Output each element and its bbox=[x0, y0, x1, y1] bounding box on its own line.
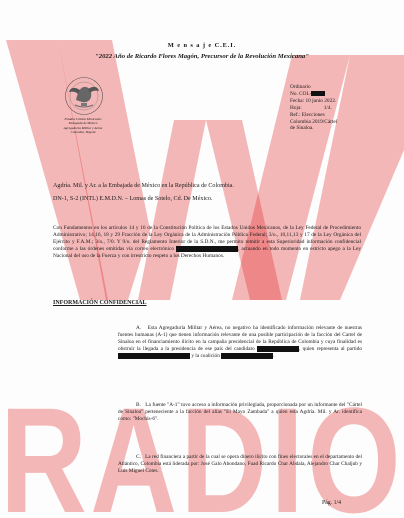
document-metadata bbox=[290, 84, 386, 132]
redaction-bar bbox=[311, 91, 325, 96]
legal-basis-paragraph: Con Fundamentos en los artículos 14 y 16 de la Constitución Política de los Estados Unidos Mexicanos, de la Ley Federal de Procedimiento Administrativo; 14,16, 18 y 29 Fracción de la Ley Orgánica de la Administración Pública Federal; 3/o., 10,11,13 y 17 de la Ley Orgánica del Ejército y F.A.M.; 3/o., 7/0. Y 9/o. del Reglamento Interior de la S.D.N., me permito remitir a esta Superioridad información confidencial conforme a las órdenes emitidas vía correo electrónico , actuando en todo momento en estricto apego a la Ley Nacional del uso de la Fuerza y con irrestricto respeto a los Derechos Humanos. bbox=[53, 225, 361, 260]
redaction-bar bbox=[176, 246, 238, 251]
year-motto: "2022 Año de Ricardo Flores Magón, Precursor de la Revolución Mexicana" bbox=[95, 53, 309, 60]
page-number: Pág. 1/4 bbox=[322, 500, 342, 506]
recipient-line: DN-1, S-2 (INTL) E.M.D.N. – Lomas de Sotelo, Cd. De México. bbox=[53, 196, 213, 202]
redaction-bar bbox=[118, 353, 190, 358]
coat-of-arms-icon bbox=[58, 76, 110, 116]
item-a: A. Esta Agregaduría Militar y Aérea, no negativo ha identificado información relevante de nuestras fuentes humanas (A-1) que tienen información relevante de una posible participación de la facción del Cartel de Sinaloa en el financiamiento ilícito en la campaña presidencial de la República de Colombia y cuya finalidad es obstruir la llegada a la presidencia de ese país del candidato , quien representa al partido y la coalición . bbox=[118, 325, 362, 360]
meta-ordinario: Ordinario bbox=[290, 84, 311, 90]
redaction-bar bbox=[257, 346, 299, 351]
meta-date: Fecha: 10 junio 2022. bbox=[290, 97, 337, 104]
section-heading: INFORMACIÓN CONFIDENCIAL bbox=[53, 300, 147, 306]
item-b: B. La fuente "A-1" tuvo acceso a información privilegiada, proporcionada por un informante del "Cártel de Sinaloa" perteneciente a la facción del alias "El Mayo Zambada" a quien esta Agdría. Mil. y Ar. identifica como: "Mochis-6". bbox=[118, 402, 362, 423]
meta-sheet: Hoja: 1/4. bbox=[290, 104, 332, 111]
meta-number: No. COL- bbox=[290, 91, 386, 98]
meta-ref-3: de Sinaloa. bbox=[290, 125, 314, 132]
seal-caption: Estados Unidos Mexicanos Embajada de México Agregaduría Militar y Aérea Colombia, Bogotá bbox=[63, 117, 103, 134]
meta-ref-1: Ref.: Elecciones bbox=[290, 111, 325, 118]
message-header: M e n s a j e C.E.I. bbox=[167, 42, 237, 49]
svg-text:RADIO: RADIO bbox=[0, 376, 404, 518]
meta-ref-2: Colombia 2019/Cártel bbox=[290, 118, 338, 125]
redaction-bar bbox=[221, 353, 273, 358]
sender-line: Agdría. Mil. y Ar. a la Embajada de México en la República de Colombia. bbox=[53, 183, 234, 189]
item-c: C. La red financiera a partir de la cual se opera dinero ilícito con fines electorales en el departamento del Atlántico, Colombia está liderada por: José Galo Abondano, Fuad Ricardo Char Abdala, Alejandro Char Chaljub y Luis Miguel Cotes. bbox=[118, 454, 362, 475]
